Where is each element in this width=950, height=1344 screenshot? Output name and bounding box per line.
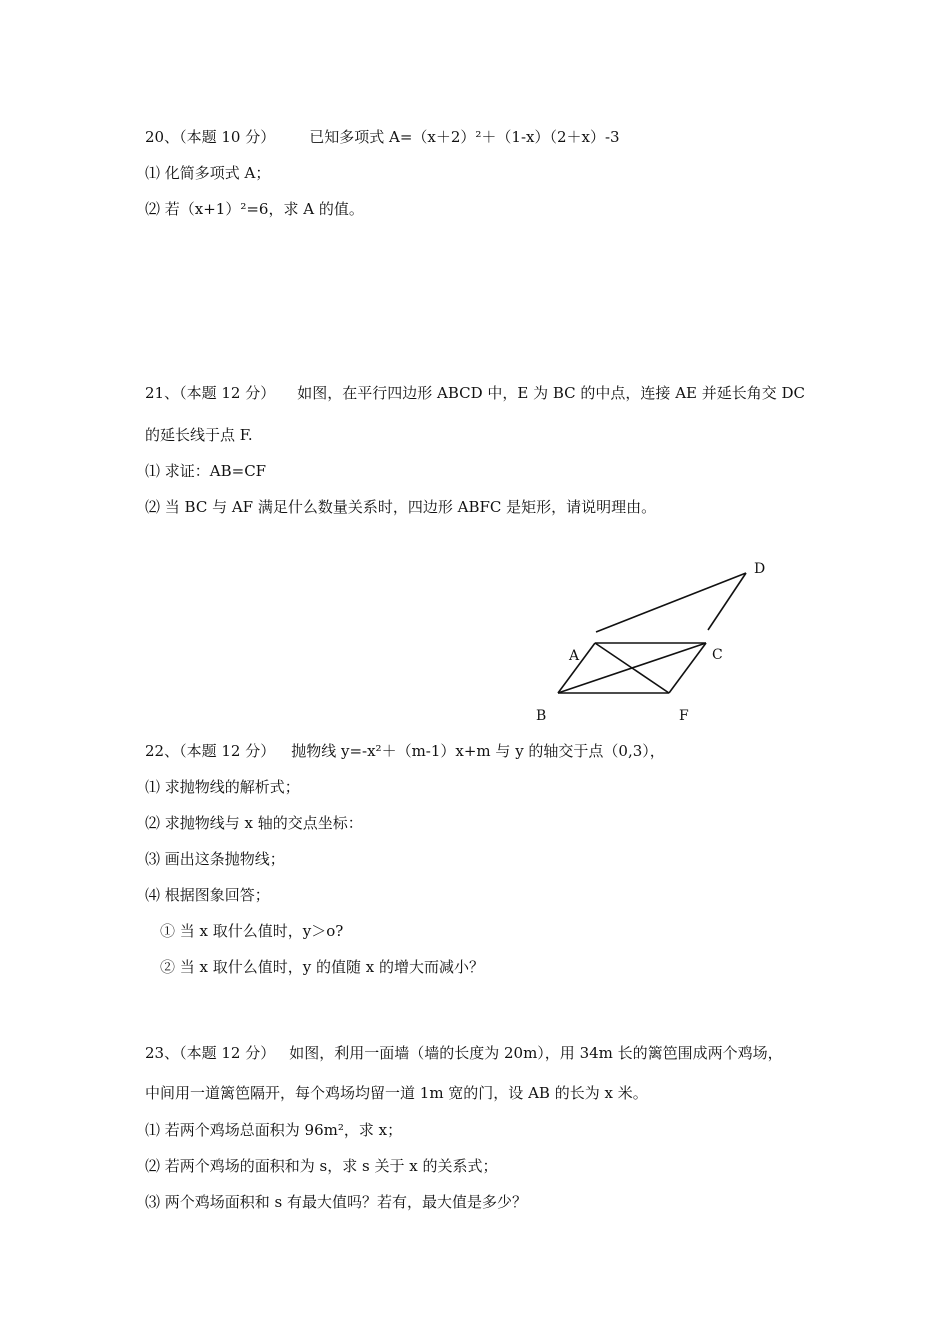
segment-BC bbox=[558, 643, 706, 693]
q21-number: 21、（本题 12 分） bbox=[145, 384, 276, 402]
point-label-D: D bbox=[754, 561, 766, 577]
q21-stem-continued: 的延长线于点 F. bbox=[145, 426, 253, 444]
q21-part-1: ⑴ 求证：AB=CF bbox=[145, 462, 267, 480]
q22-heading-line bbox=[145, 741, 665, 761]
q23-stem-continued: 中间用一道篱笆隔开，每个鸡场均留一道 1m 宽的门，设 AB 的长为 x 米。 bbox=[145, 1084, 648, 1102]
q20-number: 20、（本题 10 分） bbox=[145, 128, 276, 146]
q22-part-2: ⑵ 求抛物线与 x 轴的交点坐标： bbox=[145, 814, 363, 832]
point-label-B: B bbox=[536, 708, 547, 724]
q20-part-2: ⑵ 若（x+1）²=6，求 A 的值。 bbox=[145, 200, 364, 218]
segment-AD bbox=[596, 573, 746, 632]
q21-stem: 如图，在平行四边形 ABCD 中，E 为 BC 的中点，连接 AE 并延长角交 DC bbox=[297, 384, 806, 402]
q23-part-3: ⑶ 两个鸡场面积和 s 有最大值吗？若有，最大值是多少？ bbox=[145, 1193, 528, 1211]
q22-subpart-1: ① 当 x 取什么值时，y＞o? bbox=[160, 922, 344, 940]
point-label-A: A bbox=[569, 648, 580, 664]
q21-part-2: ⑵ 当 BC 与 AF 满足什么数量关系时，四边形 ABFC 是矩形，请说明理由。 bbox=[145, 498, 657, 516]
q23-heading-line bbox=[145, 1043, 783, 1063]
q20-stem: 已知多项式 A=（x＋2）²＋（1-x）（2＋x）-3 bbox=[309, 128, 620, 146]
q22-part-4: ⑷ 根据图象回答； bbox=[145, 886, 270, 904]
q23-part-2: ⑵ 若两个鸡场的面积和为 s，求 s 关于 x 的关系式； bbox=[145, 1157, 498, 1175]
segment-CF bbox=[669, 643, 706, 693]
q22-part-3: ⑶ 画出这条抛物线； bbox=[145, 850, 285, 868]
q23-stem: 如图，利用一面墙（墙的长度为 20m），用 34m 长的篱笆围成两个鸡场， bbox=[289, 1044, 783, 1062]
q22-stem: 抛物线 y=-x²＋（m-1）x+m 与 y 的轴交于点（0,3）， bbox=[291, 742, 665, 760]
point-label-C: C bbox=[712, 647, 723, 663]
point-label-F: F bbox=[679, 708, 689, 724]
q22-number: 22、（本题 12 分） bbox=[145, 742, 276, 760]
q22-part-1: ⑴ 求抛物线的解析式； bbox=[145, 778, 300, 796]
segment-DC bbox=[708, 573, 746, 630]
q20-part-1: ⑴ 化简多项式 A； bbox=[145, 164, 271, 182]
q22-subpart-2: ② 当 x 取什么值时，y 的值随 x 的增大而减小？ bbox=[160, 958, 485, 976]
q23-number: 23、（本题 12 分） bbox=[145, 1044, 276, 1062]
q23-part-1: ⑴ 若两个鸡场总面积为 96m²，求 x； bbox=[145, 1121, 403, 1139]
